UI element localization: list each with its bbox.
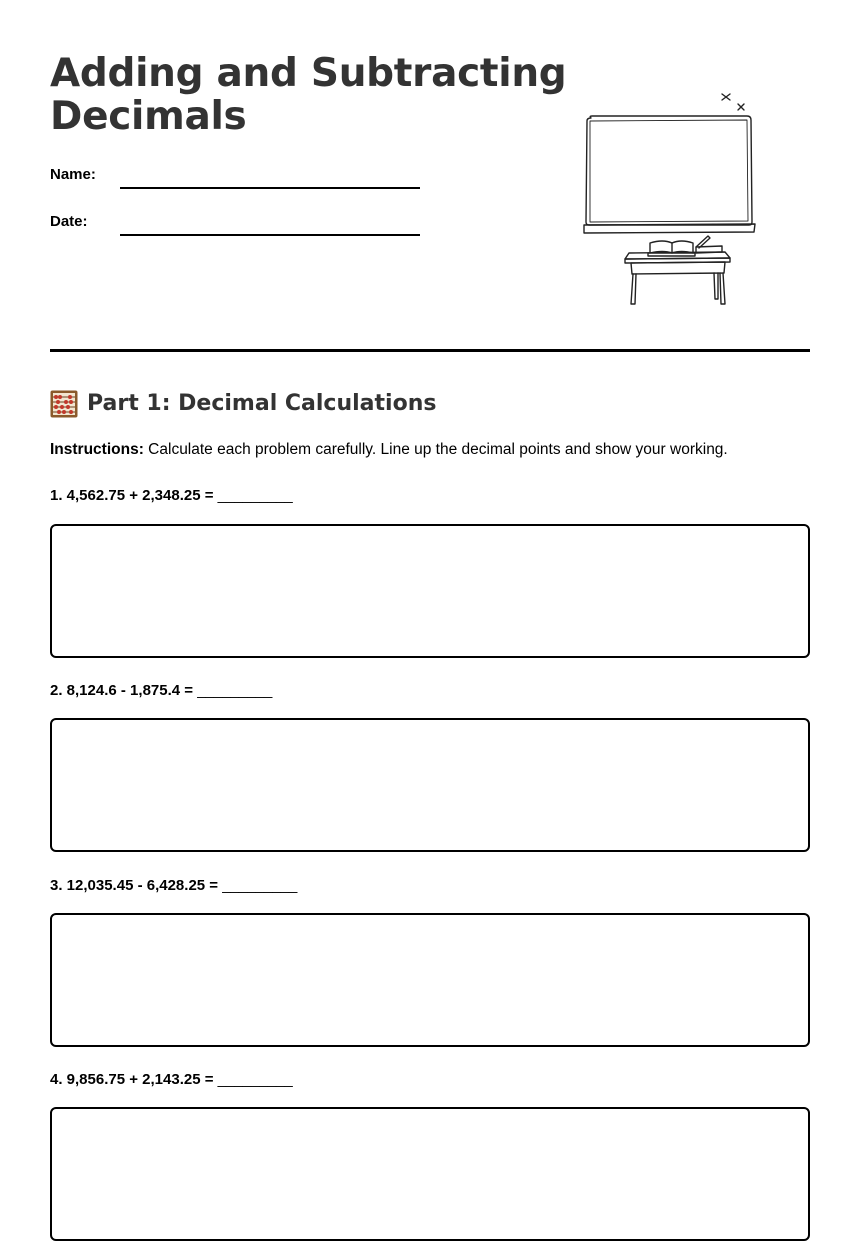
name-field[interactable] [120,187,420,189]
problem-text: 4. 9,856.75 + 2,143.25 = [50,1071,218,1088]
problem-text: 3. 12,035.45 - 6,428.25 = [50,877,223,894]
title-line-1: Adding and Subtracting [50,51,567,96]
problem-1 [50,487,293,505]
answer-blank: _________ [197,682,273,699]
working-box-4[interactable] [50,1107,810,1241]
abacus-icon [50,390,78,418]
date-field[interactable] [120,234,420,236]
instructions [50,440,728,460]
answer-blank: _________ [222,877,298,894]
working-box-1[interactable] [50,524,810,658]
working-box-2[interactable] [50,718,810,852]
problem-4 [50,1071,293,1089]
instructions-text: Calculate each problem carefully. Line up the decimal points and show your working. [143,441,728,458]
name-label: Name: [50,166,96,183]
problem-2 [50,682,272,700]
section-divider [50,349,810,352]
chalkboard-desk-illustration [575,85,765,310]
problem-text: 1. 4,562.75 + 2,348.25 = [50,487,218,504]
answer-blank: _________ [217,1071,293,1088]
title-line-2: Decimals [50,94,247,139]
date-label: Date: [50,213,88,230]
problem-3 [50,877,297,895]
part1-heading-text: Part 1: Decimal Calculations [87,391,437,416]
problem-text: 2. 8,124.6 - 1,875.4 = [50,682,198,699]
answer-blank: _________ [217,487,293,504]
instructions-label: Instructions: [50,441,144,458]
working-box-3[interactable] [50,913,810,1047]
worksheet-title [50,52,566,138]
part1-heading [50,389,436,419]
